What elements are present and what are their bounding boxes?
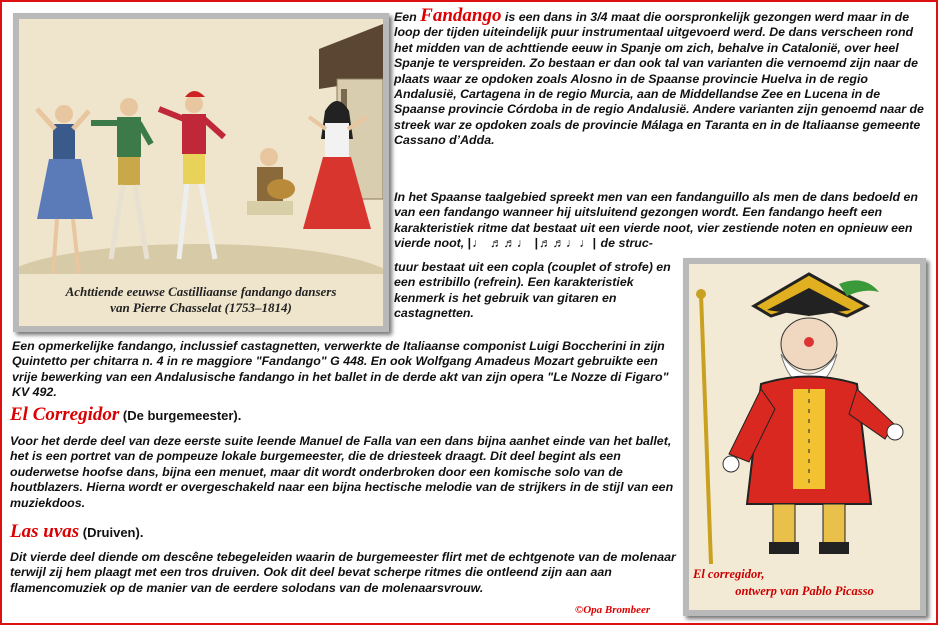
fandango-heading: Fandango [420, 5, 502, 26]
corregidor-heading [10, 404, 242, 425]
corregidor-drawing-frame [683, 258, 926, 616]
rhythm-notation: |♩ ♬♬♩ |♬♬♩♩| [467, 236, 598, 251]
uvas-heading [10, 521, 144, 542]
corregidor-drawing [689, 264, 920, 610]
intro-pre: Een [394, 10, 421, 24]
intro-text: is een dans in 3/4 maat die oorspronkelijk gezongen werd maar in de loop der tijden uiteindelijk puur instrumentaal uitgevoerd werd. De dans verscheen rond het midden van de achttiende eeuw in Spanje om zich, behalve in Catalonië, over heel Spanje te verspreiden. Zo bestaan er dan ook tal van varianten die vernoemd zijn naar de plaats waar ze opdoken zoals Alosno in de Spaanse provincie Huelva in de regio Andalusië, Cartagena in de regio Murcia, aan de Middellandse Zee en Lucena in de Spaanse provincie Córdoba in de regio Andalusië. Andere varianten zijn genoemd naar de streek war ze opdoken zoals de provincie Málaga en Taranta en in de Italiaanse gemeente Cassano d’Adda. [394, 10, 924, 148]
rhythm-text: In het Spaanse taalgebied spreekt men van een fandanguillo als men de dans bedoeld en van een fandango wanneer hij uitsluitend gezongen wordt. Een fandango heeft een karakteristiek ritme dat bestaat uit een vierde noot, vier zestiende noten en opnieuw een vierde noot, [394, 190, 918, 251]
painting-caption [19, 284, 383, 316]
uvas-paragraph: Dit vierde deel diende om descêne tebegeleiden waarin de burgemeester flirt met de echtgenote van de molenaar terwijl zij hem plaagt met een tros druiven. Ook dit deel bevat scherpe ritmes die ontleend zijn aan aan flamencomuziek op de manier van de eerdere solodans van de molenaarsvrouw. [10, 550, 676, 595]
copyright-text: ©Opa Brombeer [575, 604, 651, 616]
dancers-painting-frame [13, 13, 389, 332]
drawing-caption-line2: ontwerp van Pablo Picasso [735, 584, 874, 598]
intro-paragraph [394, 5, 926, 149]
dancers-illustration [19, 19, 383, 326]
boccherini-paragraph: Een opmerkelijke fandango, inclussief castagnetten, verwerkte de Italiaanse componist Luigi Boccherini in zijn Quintetto per chitarra n. 4 in re maggiore "Fandango" G 448. En ook Wolfgang Amadeus Mozart gebruikte een vrije bewerking van een Andalusische fandango in het ballet in de derde akt van zijn opera "Le Nozze di Figaro" KV 492. [12, 339, 669, 400]
corregidor-paragraph: Voor het derde deel van deze eerste suite leende Manuel de Falla van een dans bijna aanhet einde van het ballet, het is een portret van de pompeuze lokale burgemeester, die de driesteek draagt. Dit deel begint als een ouderwetse hoofse dans, bijna een menuet, maar dit wordt onderbroken door een komische solo van de houtblazers. Hierna wordt er overgeschakeld naar een bijna hectische melodie van de strijkers in de stijl van een muziekdoos. [10, 434, 674, 510]
rhythm-text-end: de struc- [597, 236, 653, 251]
painting-caption-line2: van Pierre Chasselat (1753–1814) [110, 300, 292, 315]
corregidor-subtitle: (De burgemeester). [119, 408, 242, 423]
structure-paragraph: tuur bestaat uit een copla (couplet of strofe) en een estribillo (refrein). Een karakteristiek kenmerk is het gebruik van gitaren en castagnetten. [394, 260, 671, 321]
uvas-title: Las uvas [10, 521, 80, 542]
dancers-painting [19, 19, 383, 326]
corregidor-title: El Corregidor [10, 404, 120, 425]
drawing-caption [689, 566, 920, 600]
painting-caption-line1: Achttiende eeuwse Castilliaanse fandango dansers [65, 284, 337, 299]
uvas-subtitle: (Druiven). [79, 525, 144, 540]
rhythm-paragraph [394, 190, 926, 252]
drawing-caption-line1: El corregidor, [693, 567, 765, 581]
corregidor-illustration [689, 264, 920, 610]
